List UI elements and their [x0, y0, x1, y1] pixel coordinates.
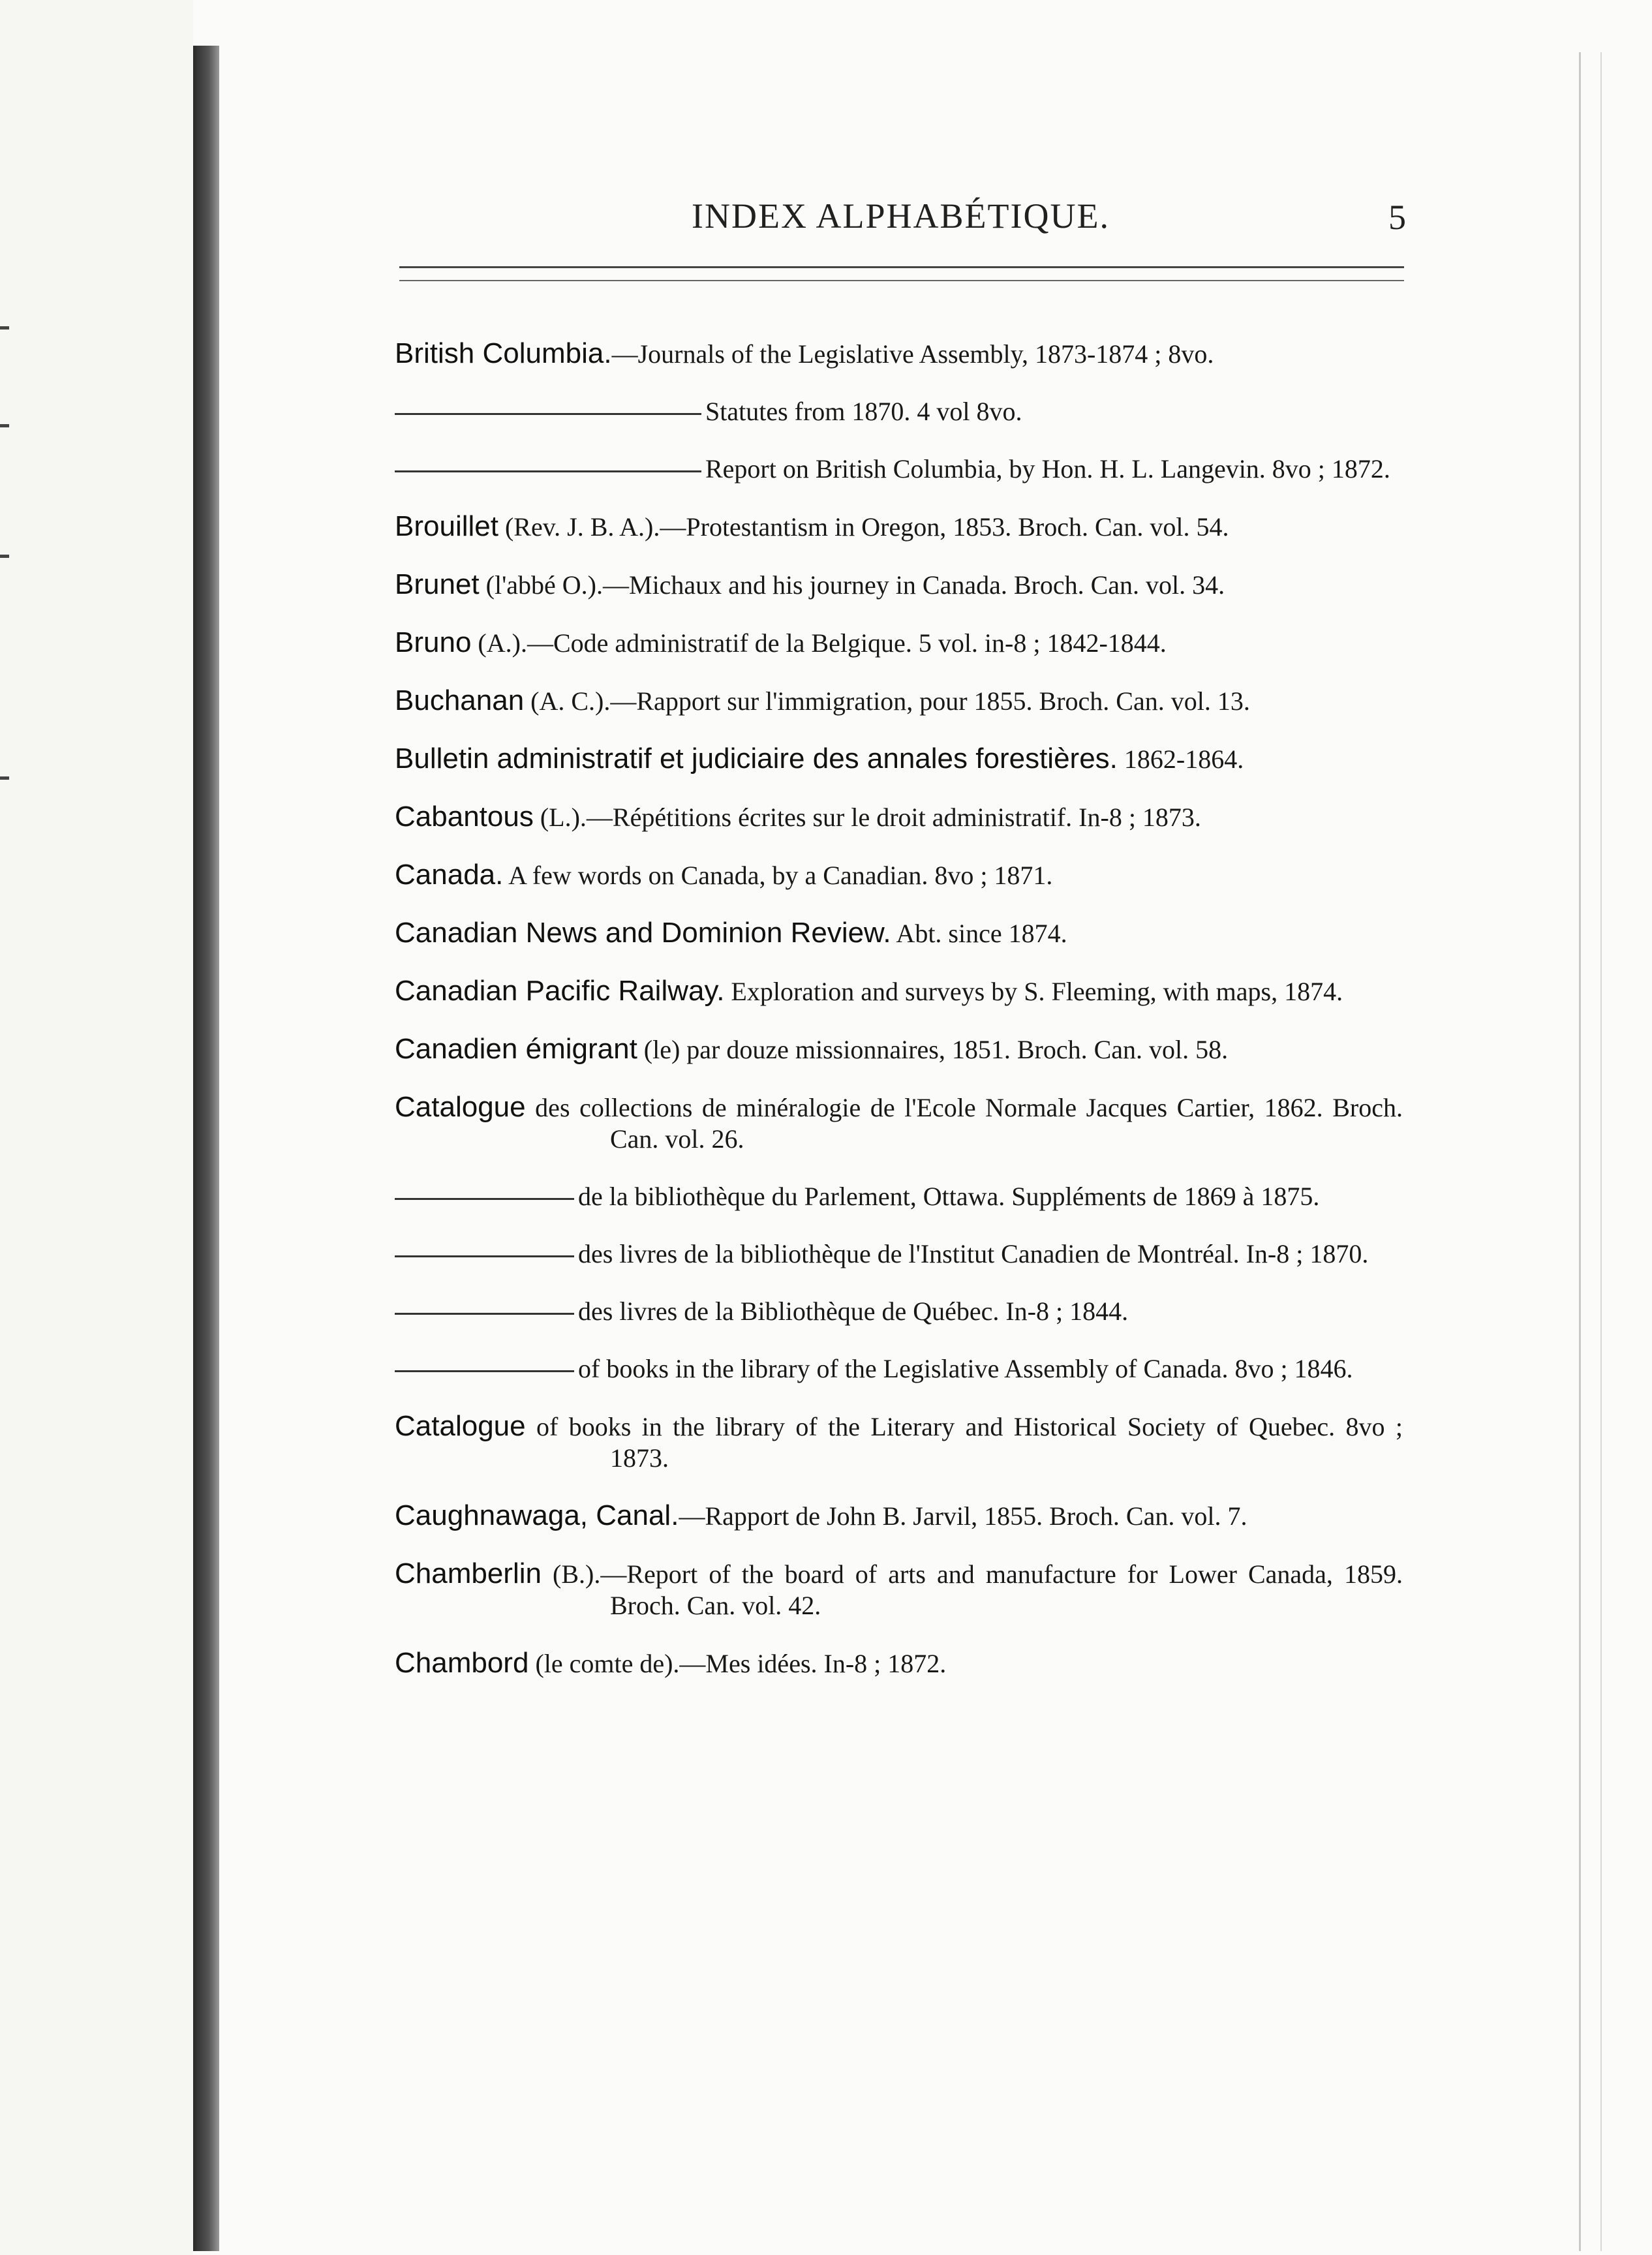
- entry-heading: Catalogue: [395, 1410, 526, 1442]
- index-entry: [395, 975, 1403, 1007]
- entry-heading: Canadian Pacific Railway.: [395, 975, 725, 1007]
- running-head: INDEX ALPHABÉTIQUE.: [692, 196, 1110, 236]
- entry-text: of books in the library of the Legislative Assembly of Canada. 8vo ; 1846.: [578, 1354, 1353, 1383]
- page-edge: [1579, 52, 1602, 2251]
- entry-heading: Chamberlin: [395, 1557, 542, 1589]
- index-entry: [395, 569, 1403, 601]
- entry-heading: Brunet: [395, 568, 480, 600]
- entry-text: —Journals of the Legislative Assembly, 1873-1874 ; 8vo.: [611, 339, 1214, 369]
- index-entry-continued: [395, 1296, 1403, 1327]
- index-entry: [395, 511, 1403, 543]
- entry-heading: Cabantous: [395, 801, 534, 833]
- entry-text: des collections de minéralogie de l'Ecole Normale Jacques Cartier, 1862. Broch. Can. vol. 26.: [525, 1093, 1403, 1154]
- entry-text: (l'abbé O.).—Michaux and his journey in Canada. Broch. Can. vol. 34.: [479, 570, 1225, 600]
- index-entry-continued: [395, 1353, 1403, 1385]
- ditto-rule: [395, 1255, 574, 1257]
- index-entry: [395, 1411, 1403, 1474]
- book-gutter: [193, 46, 219, 2251]
- entry-text: de la bibliothèque du Parlement, Ottawa. Suppléments de 1869 à 1875.: [578, 1182, 1320, 1211]
- facing-page-edge: [0, 0, 193, 2255]
- margin-mark: [0, 555, 9, 558]
- entry-text: des livres de la Bibliothèque de Québec. In-8 ; 1844.: [578, 1296, 1129, 1326]
- entry-text: 1862-1864.: [1117, 744, 1244, 774]
- margin-mark: [0, 326, 9, 330]
- page-number: 5: [1388, 198, 1406, 237]
- index-entry: [395, 1648, 1403, 1680]
- entry-text: A few words on Canada, by a Canadian. 8vo ; 1871.: [503, 861, 1053, 890]
- entry-text: (le comte de).—Mes idées. In-8 ; 1872.: [528, 1649, 947, 1678]
- entry-heading: Bruno: [395, 626, 472, 658]
- ditto-rule: [395, 1198, 574, 1200]
- index-entry: [395, 627, 1403, 659]
- index-entry-continued: [395, 396, 1403, 427]
- margin-mark: [0, 776, 9, 780]
- entry-text: (B.).—Report of the board of arts and manufacture for Lower Canada, 1859. Broch. Can. vol. 42.: [541, 1559, 1403, 1620]
- entry-heading: Buchanan: [395, 684, 525, 716]
- entry-text: (L.).—Répétitions écrites sur le droit administratif. In-8 ; 1873.: [533, 803, 1201, 832]
- index-entry: [395, 1092, 1403, 1155]
- entry-text: Statutes from 1870. 4 vol 8vo.: [705, 397, 1022, 426]
- entry-text: —Rapport de John B. Jarvil, 1855. Broch. Can. vol. 7.: [679, 1501, 1247, 1531]
- ditto-rule: [395, 1370, 574, 1372]
- header-rule: [399, 266, 1404, 281]
- index-entries: [395, 312, 1403, 1702]
- entry-heading: Canada.: [395, 859, 504, 891]
- entry-heading: Canadian News and Dominion Review.: [395, 917, 891, 949]
- index-entry: [395, 1500, 1403, 1532]
- entry-text: des livres de la bibliothèque de l'Institut Canadien de Montréal. In-8 ; 1870.: [578, 1239, 1369, 1268]
- entry-heading: Bulletin administratif et judiciaire des annales forestières.: [395, 743, 1118, 775]
- ditto-rule: [395, 470, 701, 472]
- entry-heading: Chambord: [395, 1647, 529, 1679]
- index-entry: [395, 917, 1403, 949]
- index-entry-continued: [395, 1181, 1403, 1212]
- index-entry: [395, 859, 1403, 891]
- entry-heading: Canadien émigrant: [395, 1033, 637, 1065]
- index-entry: [395, 1558, 1403, 1621]
- entry-text: Report on British Columbia, by Hon. H. L. Langevin. 8vo ; 1872.: [705, 454, 1390, 483]
- index-entry: [395, 801, 1403, 833]
- index-entry: [395, 338, 1403, 370]
- entry-heading: Brouillet: [395, 510, 498, 542]
- entry-text: Abt. since 1874.: [891, 919, 1067, 948]
- entry-heading: Catalogue: [395, 1091, 526, 1123]
- margin-mark: [0, 424, 9, 427]
- entry-text: Exploration and surveys by S. Fleeming, with maps, 1874.: [724, 977, 1343, 1006]
- index-entry: [395, 1034, 1403, 1066]
- entry-text: (Rev. J. B. A.).—Protestantism in Oregon, 1853. Broch. Can. vol. 54.: [498, 512, 1229, 542]
- entry-heading: Caughnawaga, Canal.: [395, 1499, 679, 1531]
- index-entry: [395, 685, 1403, 717]
- entry-heading: British Columbia.: [395, 337, 612, 369]
- entry-text: (A.).—Code administratif de la Belgique. 5 vol. in-8 ; 1842-1844.: [471, 628, 1167, 658]
- ditto-rule: [395, 1313, 574, 1315]
- entry-text: (A. C.).—Rapport sur l'immigration, pour 1855. Broch. Can. vol. 13.: [524, 686, 1250, 716]
- index-entry-continued: [395, 453, 1403, 485]
- entry-text: of books in the library of the Literary and Historical Society of Quebec. 8vo ; 1873.: [525, 1412, 1403, 1473]
- ditto-rule: [395, 413, 701, 415]
- index-entry-continued: [395, 1238, 1403, 1270]
- entry-text: (le) par douze missionnaires, 1851. Broch. Can. vol. 58.: [637, 1035, 1229, 1064]
- index-entry: [395, 743, 1403, 775]
